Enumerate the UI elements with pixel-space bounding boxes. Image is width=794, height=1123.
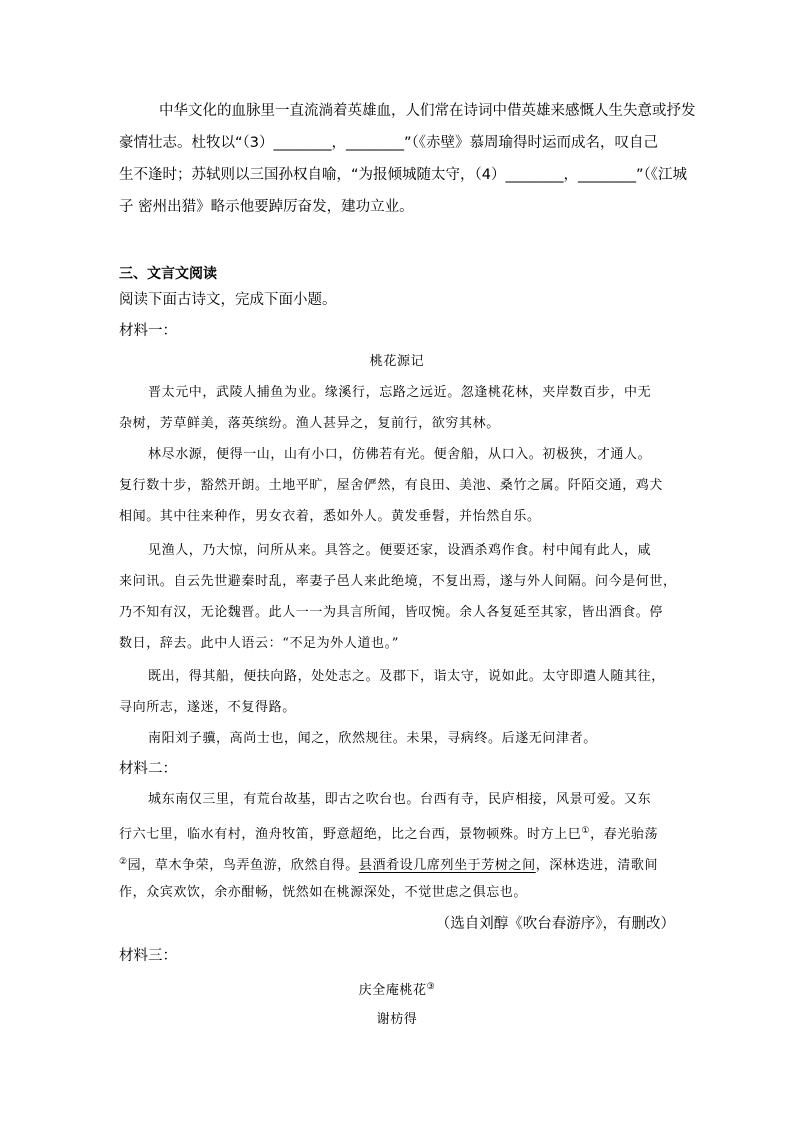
material3-title: 庆全庵桃花 [358,983,427,998]
intro-line-2: 豪情壮志。杜牧以“（3）________，________”（《赤壁》慕周瑜得时运而成名，叹自己 [119,135,658,151]
footnote-marker-2: ② [119,857,128,867]
material1-line: 寻向所志，遂迷，不复得路。 [119,700,296,715]
material2-line-2-text-a: 行六七里，临水有村，渔舟牧笛，野意超绝，比之台西，景物顿殊。时方上巳 [119,827,582,842]
material1-line: 晋太元中，武陵人捕鱼为业。缘溪行，忘路之远近。忽逢桃花林，夹岸数百步，中无 [148,385,652,400]
material2-line-2-text-b: ，春光骀荡 [590,827,659,842]
material1-line: 来问讯。自云先世避秦时乱，率妻子邑人来此绝境，不复出焉，遂与外人间隔。问今是何世， [119,574,677,589]
material2-line-2 [119,821,658,845]
material2-line-3-text-b: ，深林迭进，清歌间 [535,858,659,873]
material2-line-4: 作，众宾欢饮，余亦酣畅，恍然如在桃源深处，不觉世虑之俱忘也。 [119,885,528,900]
footnote-marker-3: ③ [426,982,436,992]
material1-line: 见渔人，乃大惊，问所从来。具答之。便要还家，设酒杀鸡作食。村中闻有此人，咸 [148,543,652,558]
material2-label: 材料二： [119,761,177,777]
section-instruction: 阅读下面古诗文，完成下面小题。 [119,292,337,308]
material1-line: 相闻。其中往来种作，男女衣着，悉如外人。黄发垂髫，并怡然自乐。 [119,509,541,524]
material1-line: 复行数十步，豁然开朗。土地平旷，屋舍俨然，有良田、美池、桑竹之属。阡陌交通，鸡犬 [119,478,664,493]
material1-line: 南阳刘子骥，高尚士也，闻之，欣然规往。未果，寻病终。后遂无问津者。 [148,731,597,746]
material1-line: 乃不知有汉，无论魏晋。此人一一为具言所闻，皆叹惋。余人各复延至其家，皆出酒食。停 [119,605,664,620]
material1-line: 杂树，芳草鲜美，落英缤纷。渔人甚异之，复前行，欲穷其林。 [119,416,500,431]
section-heading: 三、文言文阅读 [119,266,217,282]
intro-line-1: 中华文化的血脉里一直流淌着英雄血，人们常在诗词中借英雄来感慨人生失意或抒发 [159,103,696,119]
material2-line-3-text-a: 园，草木争荣，鸟弄鱼游，欣然自得。 [127,858,359,873]
intro-line-4: 子 密州出猎》略示他要踔厉奋发，建功立业。 [119,199,414,215]
material1-line: 林尽水源，便得一山，山有小口，仿佛若有光。便舍船，从口入。初极狭，才通人。 [148,447,652,462]
material1-line: 数日，辞去。此中人语云：“不足为外人道也。” [119,636,399,651]
material1-line: 既出，得其船，便扶向路，处处志之。及郡下，诣太守，说如此。太守即遣人随其往， [148,669,665,684]
material3-author: 谢枋得 [376,1012,418,1027]
material2-line-1: 城东南仅三里，有荒台故基，即古之吹台也。台西有寺，民庐相接，风景可爱。又东 [148,792,652,807]
intro-line-3: 生不逢时；苏轼则以三国孙权自喻，“为报倾城随太守，（4）________，________”（《江城 [119,167,687,183]
material3-title-row [0,977,794,1001]
material3-label: 材料三： [119,948,177,964]
material1-title: 桃花源记 [369,354,425,369]
material1-label: 材料一： [119,323,177,339]
material2-line-3 [119,852,658,876]
underlined-sentence: 县酒肴设几席列坐于芳树之间 [358,858,536,873]
footnote-marker-1: ① [581,826,591,836]
material2-source: （选自刘醇《吹台春游序》，有删改） [435,916,675,932]
